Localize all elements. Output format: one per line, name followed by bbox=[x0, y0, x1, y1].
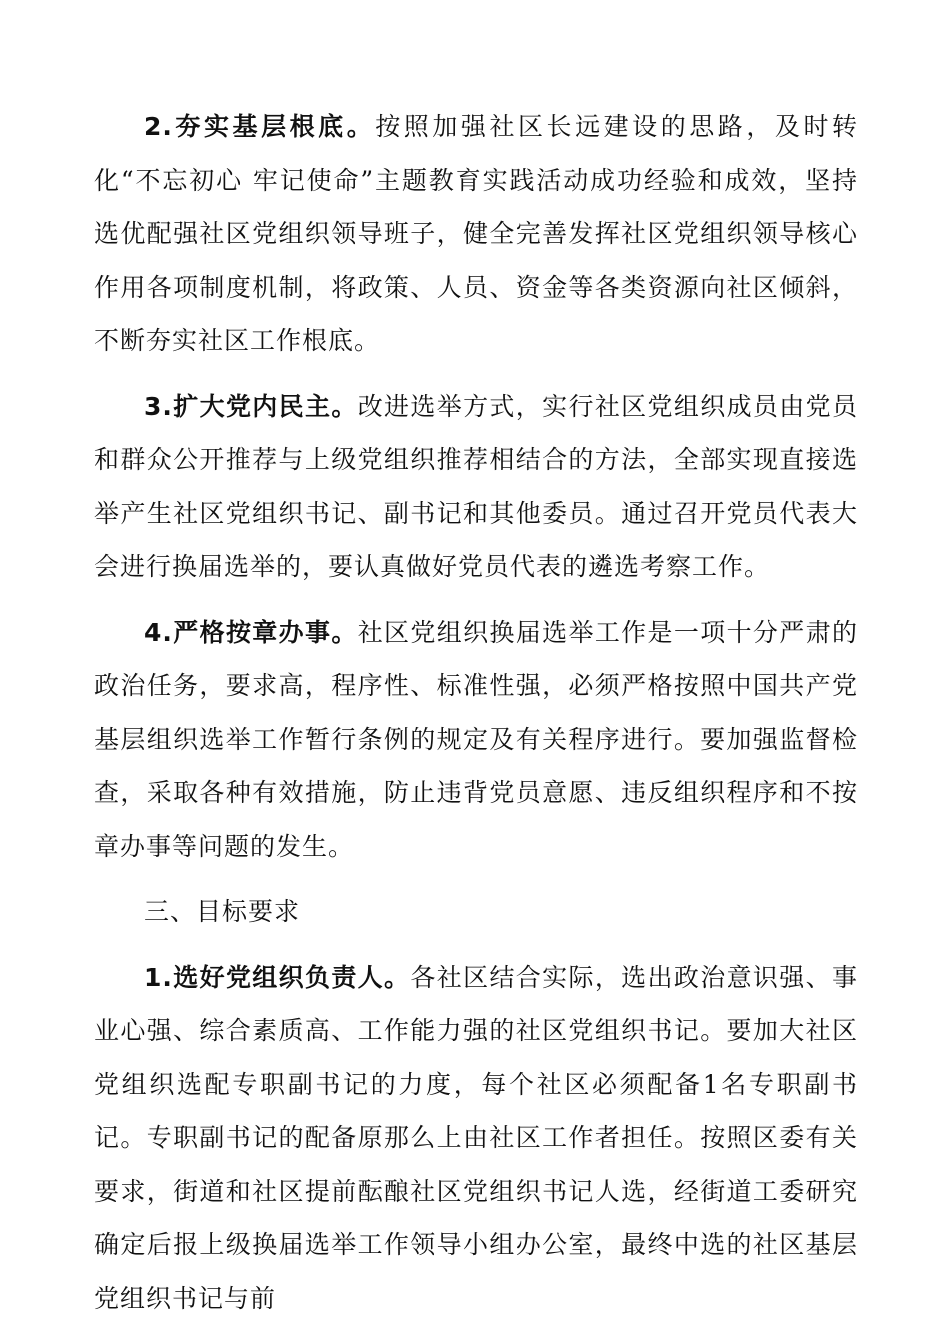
paragraph-text: 社区党组织换届选举工作是一项十分严肃的政治任务，要求高，程序性、标准性强，必须严格按照中国共产党基层组织选举工作暂行条例的规定及有关程序进行。要加强监督检查，采取各种有效措施，防止违背党员意愿、违反组织程序和不按章办事等问题的发生。 bbox=[94, 617, 858, 861]
paragraph-lead: 2.夯实基层根底。 bbox=[144, 112, 376, 141]
paragraph-text: 各社区结合实际，选出政治意识强、事业心强、综合素质高、工作能力强的社区党组织书记。要加大社区党组织选配专职副书记的力度，每个社区必须配备1名专职副书记。专职副书记的配备原那么上由社区工作者担任。按照区委有关要求，街道和社区提前酝酿社区党组织书记人选，经街道工委研究确定后报上级换届选举工作领导小组办公室，最终中选的社区基层党组织书记与前 bbox=[94, 962, 858, 1313]
paragraph-lead: 3.扩大党内民主。 bbox=[144, 391, 358, 421]
paragraph-select-leaders bbox=[94, 951, 858, 1326]
paragraph-follow-rules bbox=[94, 606, 858, 874]
paragraph-expand-democracy bbox=[94, 380, 858, 594]
document-body bbox=[94, 100, 858, 1337]
paragraph-text: 改进选举方式，实行社区党组织成员由党员和群众公开推荐与上级党组织推荐相结合的方法，全部实现直接选举产生社区党组织书记、副书记和其他委员。通过召开党员代表大会进行换届选举的，要认真做好党员代表的遴选考察工作。 bbox=[94, 391, 858, 581]
paragraph-lead: 1.选好党组织负责人。 bbox=[144, 962, 411, 992]
paragraph-text: 按照加强社区长远建设的思路，及时转化“不忘初心 牢记使命”主题教育实践活动成功经验和成效，坚持选优配强社区党组织领导班子，健全完善发挥社区党组织领导核心作用各项制度机制，将政策、人员、资金等各类资源向社区倾斜，不断夯实社区工作根底。 bbox=[94, 112, 858, 355]
paragraph-lead: 4.严格按章办事。 bbox=[144, 617, 358, 647]
paragraph-consolidate-foundation bbox=[94, 100, 858, 368]
section-heading: 三、目标要求 bbox=[144, 897, 301, 926]
